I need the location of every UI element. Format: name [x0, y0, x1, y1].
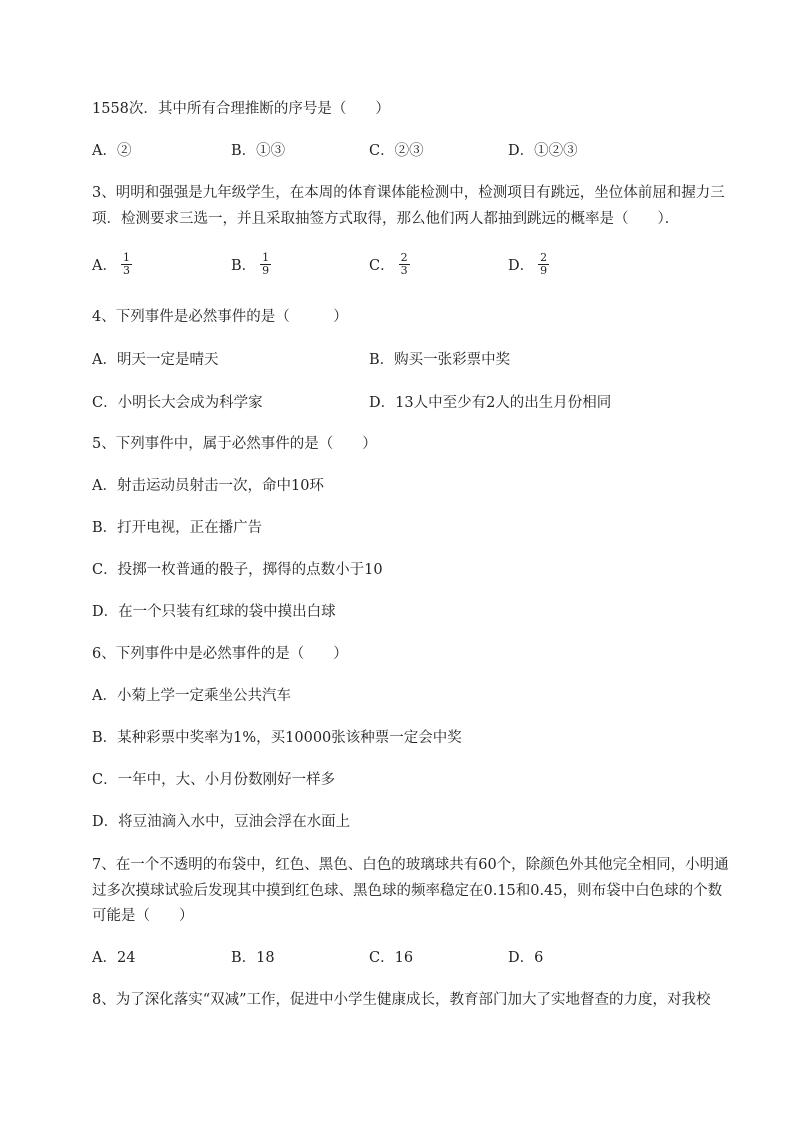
q5-option-c: C．投掷一枚普通的骰子，掷得的点数小于10	[92, 562, 383, 578]
fraction	[121, 252, 132, 277]
fraction-denominator: 9	[540, 264, 548, 277]
q7-option-d: D．6	[508, 950, 544, 966]
q5-stem: 5、下列事件中，属于必然事件的是（ ）	[92, 436, 377, 452]
fraction	[399, 252, 410, 277]
q3-option-b-label: B．	[231, 258, 257, 274]
q2-option-c: C．②③	[369, 143, 424, 159]
q5-option-b: B．打开电视，正在播广告	[92, 520, 263, 536]
fraction-denominator: 3	[122, 264, 130, 277]
fraction-numerator: 1	[122, 251, 130, 264]
q7-stem-line1: 7、在一个不透明的布袋中，红色、黑色、白色的玻璃球共有60个，除颜色外其他完全相同，小明通	[92, 857, 729, 873]
intro-line: 1558次．其中所有合理推断的序号是（ ）	[92, 101, 390, 117]
q7-option-a: A．24	[92, 950, 136, 966]
q4-option-a: A．明天一定是晴天	[92, 352, 219, 368]
fraction	[260, 252, 271, 277]
q3-option-a-label: A．	[92, 258, 117, 274]
fraction-denominator: 9	[262, 264, 270, 277]
q7-stem-line2: 过多次摸球试验后发现其中摸到红色球、黑色球的频率稳定在0.15和0.45，则布袋中白色球的个数	[92, 883, 723, 899]
q7-option-c: C．16	[369, 950, 414, 966]
q7-stem-line3: 可能是（ ）	[92, 908, 194, 924]
q2-option-b: B．①③	[231, 143, 286, 159]
fraction-numerator: 2	[400, 251, 408, 264]
q4-stem: 4、下列事件是必然事件的是（ ）	[92, 309, 348, 325]
fraction-numerator: 2	[540, 251, 548, 264]
q6-option-d: D．将豆油滴入水中，豆油会浮在水面上	[92, 814, 351, 830]
q8-stem-line1: 8、为了深化落实“双减”工作，促进中小学生健康成长，教育部门加大了实地督查的力度，对我校	[92, 992, 711, 1008]
q3-option-c	[369, 252, 410, 277]
q2-option-a: A．②	[92, 143, 132, 159]
q4-option-c: C．小明长大会成为科学家	[92, 395, 263, 411]
q3-option-d-label: D．	[508, 258, 535, 274]
fraction-numerator: 1	[262, 251, 270, 264]
q3-option-a	[92, 252, 132, 277]
q6-option-b: B．某种彩票中奖率为1%，买10000张该种票一定会中奖	[92, 730, 462, 746]
q3-stem-line1: 3、明明和强强是九年级学生，在本周的体育课体能检测中，检测项目有跳远，坐位体前屈和握力三	[92, 185, 725, 201]
fraction-denominator: 3	[400, 264, 408, 277]
q6-option-a: A．小菊上学一定乘坐公共汽车	[92, 688, 291, 704]
q3-option-d	[508, 252, 549, 277]
fraction	[538, 252, 549, 277]
q5-option-a: A．射击运动员射击一次，命中10环	[92, 478, 324, 494]
q2-option-d: D．①②③	[508, 143, 578, 159]
q6-stem: 6、下列事件中是必然事件的是（ ）	[92, 646, 348, 662]
q7-option-b: B．18	[231, 950, 275, 966]
q5-option-d: D．在一个只装有红球的袋中摸出白球	[92, 604, 336, 620]
q3-option-c-label: C．	[369, 258, 395, 274]
q3-stem-line2: 项．检测要求三选一，并且采取抽签方式取得，那么他们两人都抽到跳远的概率是（ ）．	[92, 211, 680, 227]
q6-option-c: C．一年中，大、小月份数刚好一样多	[92, 772, 336, 788]
q4-option-b: B．购买一张彩票中奖	[369, 352, 511, 368]
q3-option-b	[231, 252, 271, 277]
q4-option-d: D．13人中至少有2人的出生月份相同	[369, 395, 612, 411]
